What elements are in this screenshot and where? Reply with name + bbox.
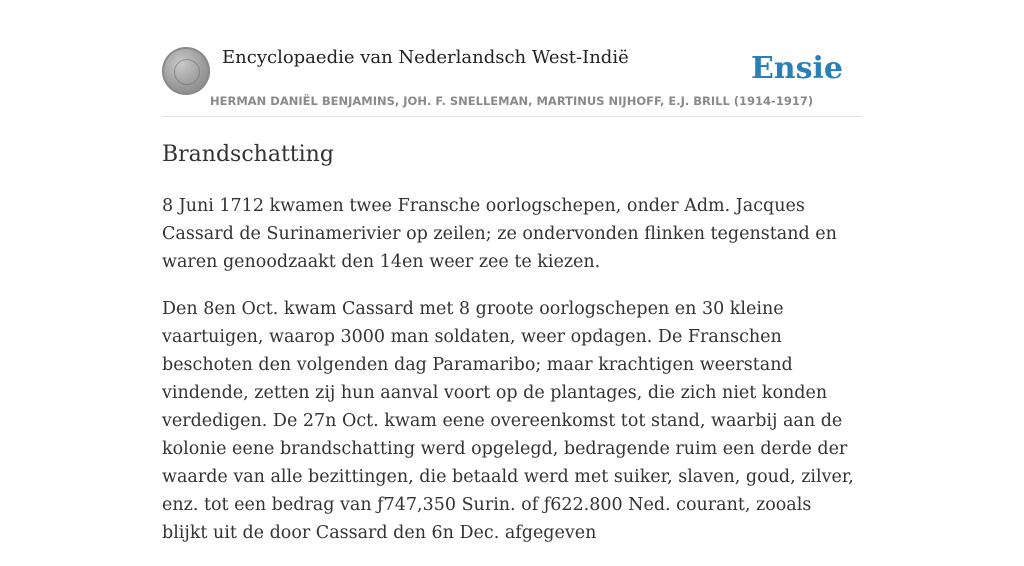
page (162, 0, 862, 543)
site-header (162, 0, 862, 117)
coin-emblem (174, 59, 200, 85)
coin-logo-icon[interactable] (162, 47, 210, 95)
entry-body (162, 192, 862, 566)
site-title[interactable]: Encyclopaedie van Nederlandsch West-Indië (222, 47, 629, 68)
paragraph: Den 8en Oct. kwam Cassard met 8 groote oorlogschepen en 30 kleine vaartuigen, waarop 3000 man soldaten, weer opdagen. De Franschen beschoten den volgenden dag Paramaribo; maar krachtigen weerstand vindende, zetten zij hun aanval voort op de plantages, die zich niet konden verdedigen. De 27n Oct. kwam eene overeenkomst tot stand, waarbij aan de kolonie eene brandschatting werd opgelegd, bedragende ruim een derde der waarde van alle bezittingen, die betaald werd met suiker, slaven, goud, zilver, enz. tot een bedrag van ƒ747,350 Surin. of ƒ622.800 Ned. courant, zooals blijkt uit de door Cassard den 6n Dec. afgegeven (162, 299, 854, 543)
authors-line: HERMAN DANIËL BENJAMINS, JOH. F. SNELLEMAN, MARTINUS NIJHOFF, E.J. BRILL (1914-1917) (210, 94, 814, 108)
entry-title: Brandschatting (162, 142, 334, 167)
brand-logo[interactable]: Ensie (750, 51, 843, 86)
paragraph: 8 Juni 1712 kwamen twee Fransche oorlogschepen, onder Adm. Jacques Cassard de Surinamerivier op zeilen; ze ondervonden flinken tegenstand en waren genoodzaakt den 14en weer zee te kiezen. (162, 196, 837, 272)
